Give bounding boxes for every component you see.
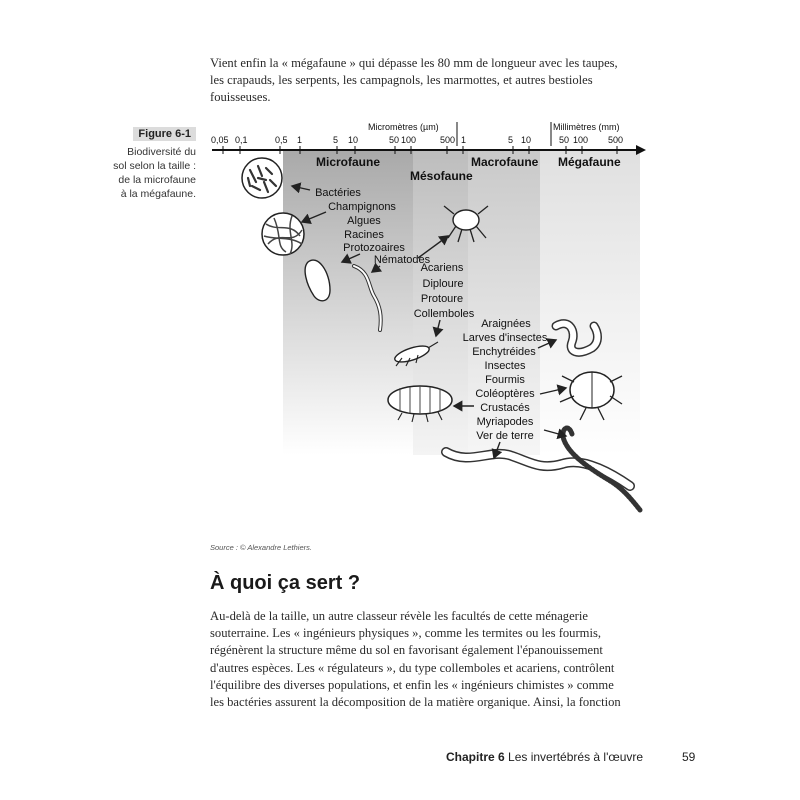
body-line: les bactéries assurent la décomposition de la matière organique. Ainsi, la fonction xyxy=(210,695,621,710)
label-insectes: Insectes xyxy=(484,360,526,372)
figure-source: Source : © Alexandre Lethiers. xyxy=(210,543,312,552)
tick-label: 50 xyxy=(559,135,570,145)
label-myriapodes: Myriapodes xyxy=(476,416,534,428)
label-araignees: Araignées xyxy=(481,318,531,330)
page-number: 59 xyxy=(682,750,696,764)
label-larves: Larves d'insectes xyxy=(462,332,548,344)
label-bacteries: Bactéries xyxy=(315,187,361,199)
zone-title-microfaune: Microfaune xyxy=(316,155,381,169)
label-champignons: Champignons xyxy=(328,201,396,213)
tick-label: 1 xyxy=(461,135,467,145)
section-paragraph xyxy=(210,608,660,711)
tick-label: 0,1 xyxy=(235,135,248,145)
running-footer xyxy=(446,750,643,764)
caption-line: Biodiversité du xyxy=(127,146,196,158)
body-line: régénèrent la structure même du sol en favorisant également l'épanouissement xyxy=(210,643,603,658)
caption-line: de la microfaune xyxy=(118,174,196,186)
intro-line: Vient enfin la « mégafaune » qui dépasse les 80 mm de longueur avec les taupes, xyxy=(210,56,618,70)
chapter-title: Les invertébrés à l'œuvre xyxy=(508,750,644,764)
zone-title-mesofaune: Mésofaune xyxy=(410,169,473,183)
label-fourmis: Fourmis xyxy=(485,374,525,386)
label-protoure: Protoure xyxy=(420,293,464,305)
tick-label: 500 xyxy=(440,135,456,145)
body-line: souterraine. Les « ingénieurs physiques », comme les termites ou les fourmis, xyxy=(210,626,602,641)
zone-megafaune xyxy=(540,150,640,455)
label-diploure: Diploure xyxy=(422,278,464,290)
body-line: l'équilibre des diverses populations, et enfin les « ingénieurs chimistes » comme xyxy=(210,677,614,692)
tick-label: 100 xyxy=(573,135,589,145)
tick-label: 10 xyxy=(348,135,359,145)
tick-label: 0,5 xyxy=(275,135,288,145)
tick-label: 5 xyxy=(508,135,514,145)
intro-line: fouisseuses. xyxy=(210,90,271,104)
fungi-illustration xyxy=(262,213,304,255)
body-line: Au-delà de la taille, un autre classeur révèle les facultés de cette ménagerie xyxy=(210,609,588,623)
tick-label: 10 xyxy=(521,135,532,145)
tick-label: 100 xyxy=(401,135,417,145)
label-algues: Algues xyxy=(347,215,381,227)
axis-label-millimetres: Millimètres (mm) xyxy=(553,122,620,132)
axis-arrow-icon xyxy=(636,145,646,155)
bacteria-illustration xyxy=(242,158,282,198)
label-ver-de-terre: Ver de terre xyxy=(476,430,534,442)
body-line: d'autres espèces. Les « régulateurs », du type collemboles et acariens, contrôlent xyxy=(210,660,615,675)
tick-label: 5 xyxy=(333,135,339,145)
intro-line: les crapauds, les serpents, les campagnols, les marmottes, et autres bestioles xyxy=(210,73,593,87)
label-nematodes: Nématodes xyxy=(373,254,431,266)
zone-title-macrofaune: Macrofaune xyxy=(471,155,539,169)
label-protozoaires: Protozoaires xyxy=(343,242,405,254)
chapter-number: Chapitre 6 xyxy=(446,750,505,764)
tick-label: 50 xyxy=(389,135,400,145)
section-title: À quoi ça sert ? xyxy=(210,572,361,594)
axis-ticks xyxy=(211,135,623,145)
label-racines: Racines xyxy=(344,229,384,241)
tick-label: 0,05 xyxy=(211,135,229,145)
tick-label: 500 xyxy=(608,135,624,145)
label-acariens: Acariens xyxy=(420,262,464,274)
label-coleopteres: Coléoptères xyxy=(475,388,535,400)
label-crustaces: Crustacés xyxy=(480,402,530,414)
tick-label: 1 xyxy=(297,135,303,145)
zone-title-megafaune: Mégafaune xyxy=(558,155,621,169)
caption-line: sol selon la taille : xyxy=(113,160,196,172)
label-enchytreides: Enchytréides xyxy=(472,346,536,358)
caption-line: à la mégafaune. xyxy=(120,188,196,200)
figure-number: Figure 6-1 xyxy=(133,127,196,141)
label-collemboles: Collemboles xyxy=(413,308,475,320)
axis-label-micrometres: Micromètres (µm) xyxy=(368,122,439,132)
